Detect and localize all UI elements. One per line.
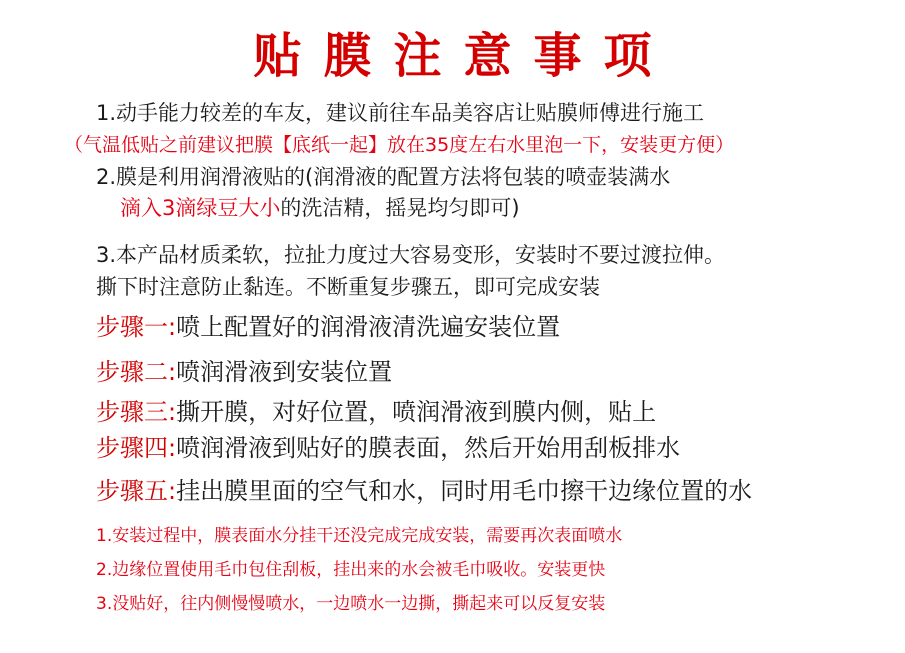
step-4-label: 步骤四: xyxy=(96,434,177,462)
item-3-line-2: 撕下时注意防止黏连。不断重复步骤五，即可完成安装 xyxy=(96,275,600,299)
note-2: 2.边缘位置使用毛巾包住刮板，挂出来的水会被毛巾吸收。安装更快 xyxy=(96,560,606,580)
step-2-text: 喷润滑液到安装位置 xyxy=(176,358,393,386)
step-5-label: 步骤五: xyxy=(96,477,177,505)
step-2-label: 步骤二: xyxy=(96,358,177,386)
item-3-line-1: 3.本产品材质柔软，拉扯力度过大容易变形，安装时不要过渡拉伸。 xyxy=(96,243,726,267)
step-4-text: 喷润滑液到贴好的膜表面，然后开始用刮板排水 xyxy=(176,434,681,462)
step-1 xyxy=(96,313,560,342)
step-3-text: 撕开膜，对好位置，喷润滑液到膜内侧，贴上 xyxy=(176,398,657,426)
step-5-text: 挂出膜里面的空气和水，同时用毛巾擦干边缘位置的水 xyxy=(176,477,753,505)
step-5 xyxy=(96,477,752,506)
item-2-rest: 的洗洁精，摇晃均匀即可) xyxy=(280,196,520,220)
step-2 xyxy=(96,358,392,387)
page-title: 贴膜注意事项 xyxy=(253,28,674,84)
note-3: 3.没贴好，往内侧慢慢喷水，一边喷水一边撕，撕起来可以反复安装 xyxy=(96,594,606,614)
step-3 xyxy=(96,398,656,427)
step-3-label: 步骤三: xyxy=(96,398,177,426)
step-4 xyxy=(96,434,680,463)
item-1-note: （气温低贴之前建议把膜【底纸一起】放在35度左右水里泡一下，安装更方便） xyxy=(64,134,735,156)
note-1: 1.安装过程中，膜表面水分挂干还没完成完成安装，需要再次表面喷水 xyxy=(96,526,623,546)
item-1-text: 1.动手能力较差的车友，建议前往车品美容店让贴膜师傅进行施工 xyxy=(96,101,705,125)
item-2-highlight: 滴入3滴绿豆大小 xyxy=(120,196,281,220)
step-1-text: 喷上配置好的润滑液清洗遍安装位置 xyxy=(176,313,561,341)
step-1-label: 步骤一: xyxy=(96,313,177,341)
item-2-text: 2.膜是利用润滑液贴的(润滑液的配置方法将包装的喷壶装满水 xyxy=(96,165,671,189)
item-2-continuation xyxy=(120,196,520,221)
